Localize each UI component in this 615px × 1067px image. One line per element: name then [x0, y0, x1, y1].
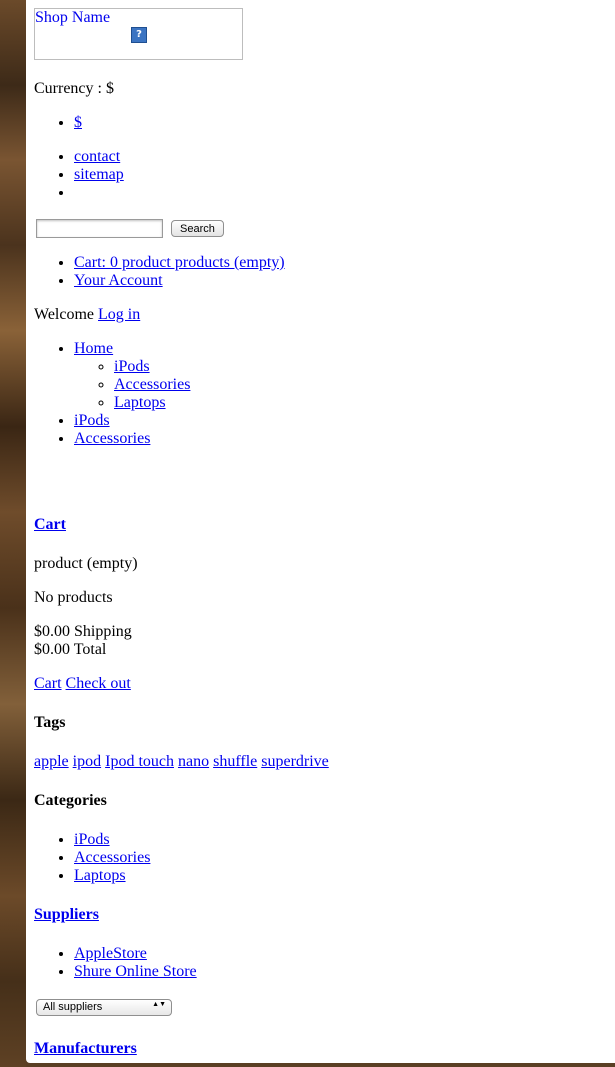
cart-prices: [34, 623, 604, 659]
list-item: [74, 412, 604, 430]
tag-link[interactable]: Ipod touch: [105, 753, 174, 770]
list-item: [114, 376, 604, 394]
list-item: [74, 166, 604, 184]
menu-item-home: [74, 340, 604, 412]
supplier-select[interactable]: [36, 999, 172, 1016]
currency-list: [34, 114, 604, 132]
cart-no-products: No products: [34, 589, 113, 606]
manufacturers-title-link[interactable]: Manufacturers: [34, 1040, 137, 1057]
cart-link[interactable]: Cart: [34, 675, 62, 692]
tag-link[interactable]: apple: [34, 753, 69, 770]
list-item: [74, 254, 604, 272]
supplier-applestore-link[interactable]: AppleStore: [74, 945, 147, 962]
suppliers-title-link[interactable]: Suppliers: [34, 906, 99, 923]
suppliers-list: [34, 945, 604, 981]
category-laptops-link[interactable]: Laptops: [74, 867, 126, 884]
search-form: [34, 218, 604, 238]
sitemap-link[interactable]: sitemap: [74, 166, 124, 183]
manufacturers-block-title: [34, 1040, 604, 1058]
list-item: [114, 394, 604, 412]
your-account-link[interactable]: Your Account: [74, 272, 163, 289]
welcome-line: [34, 306, 604, 324]
user-info-list: [34, 254, 604, 290]
list-item: [74, 184, 604, 202]
cart-buttons: [34, 675, 604, 693]
cart-block-title-link[interactable]: Cart: [34, 516, 66, 533]
background-image-strip: [0, 0, 26, 1067]
currency-label: Currency : $: [34, 80, 114, 97]
submenu-laptops-link[interactable]: Laptops: [114, 394, 166, 411]
login-link[interactable]: Log in: [98, 306, 141, 323]
list-item: [74, 963, 604, 981]
list-item: [74, 945, 604, 963]
supplier-select-row: [34, 997, 604, 1016]
tag-link[interactable]: ipod: [72, 753, 102, 770]
cart-shipping: $0.00 Shipping: [34, 623, 132, 640]
list-item: [74, 849, 604, 867]
category-accessories-link[interactable]: Accessories: [74, 849, 151, 866]
cart-block-title: [34, 516, 604, 534]
cart-status: product (empty): [34, 555, 138, 572]
tag-link[interactable]: superdrive: [261, 753, 329, 770]
categories-list: [34, 831, 604, 885]
menu-ipods-link[interactable]: iPods: [74, 412, 110, 429]
list-item: [114, 358, 604, 376]
shop-logo[interactable]: [34, 8, 243, 60]
welcome-text: Welcome: [34, 306, 95, 323]
page-container: [26, 0, 615, 1063]
home-link[interactable]: Home: [74, 340, 114, 357]
select-arrows-icon: ▲▼: [152, 1001, 166, 1008]
supplier-shure-link[interactable]: Shure Online Store: [74, 963, 197, 980]
tag-link[interactable]: shuffle: [213, 753, 258, 770]
submenu-ipods-link[interactable]: iPods: [114, 358, 150, 375]
list-item: [74, 114, 604, 132]
list-item: [74, 867, 604, 885]
supplier-select-value: All suppliers: [43, 1001, 103, 1013]
categories-block-title: Categories: [34, 792, 107, 809]
top-menu: [34, 340, 604, 448]
spacer: [34, 464, 604, 500]
search-button[interactable]: Search: [171, 220, 224, 237]
cart-total: $0.00 Total: [34, 641, 107, 658]
list-item: [74, 272, 604, 290]
search-input[interactable]: [36, 219, 163, 238]
contact-link[interactable]: contact: [74, 148, 121, 165]
submenu-accessories-link[interactable]: Accessories: [114, 376, 191, 393]
broken-image-icon: ?: [131, 27, 147, 43]
home-submenu: [74, 358, 604, 412]
list-item: [74, 430, 604, 448]
category-ipods-link[interactable]: iPods: [74, 831, 110, 848]
menu-accessories-link[interactable]: Accessories: [74, 430, 151, 447]
permanent-links: [34, 148, 604, 202]
tags-block-title: Tags: [34, 714, 66, 731]
tags-list: [34, 753, 604, 771]
cart-summary-link[interactable]: Cart: 0 product products (empty): [74, 254, 285, 271]
page-content: [34, 8, 604, 1063]
list-item: [74, 831, 604, 849]
checkout-link[interactable]: Check out: [65, 675, 131, 692]
shop-name-link[interactable]: Shop Name: [35, 9, 111, 26]
list-item: [74, 148, 604, 166]
currency-link[interactable]: $: [74, 114, 82, 131]
tag-link[interactable]: nano: [177, 753, 210, 770]
suppliers-block-title: [34, 906, 604, 924]
